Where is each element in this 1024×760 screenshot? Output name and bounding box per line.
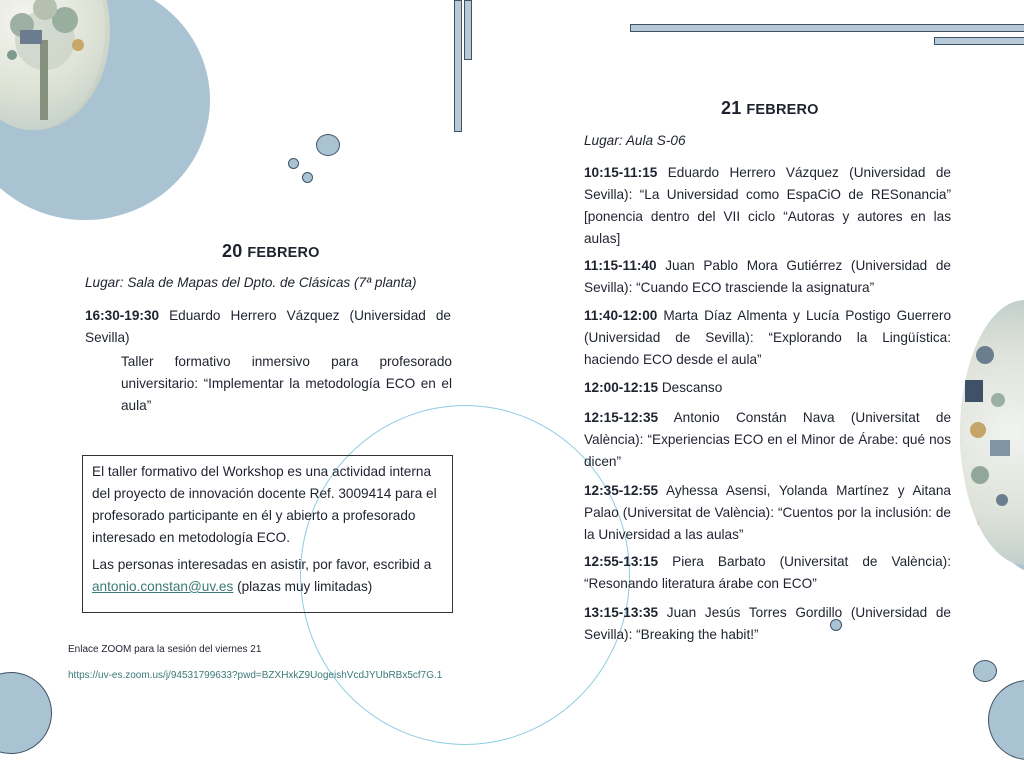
tree-illustration-circle xyxy=(0,0,105,130)
small-circle xyxy=(288,158,299,169)
session-left xyxy=(85,305,451,349)
session-speaker: Eduardo Herrero Vázquez (Universidad de Sevilla) xyxy=(85,308,451,345)
decorative-circle-bottom-left xyxy=(0,672,52,754)
day-title-21: 21 FEBRERO xyxy=(721,98,819,118)
program-entry: 11:40-12:00 Marta Díaz Almenta y Lucía Postigo Guerrero (Universidad de Sevilla): “Explorando la Lingüística: haciendo ECO desde el aula” xyxy=(584,308,951,367)
venue-left: Lugar: Sala de Mapas del Dpto. de Clásicas (7ª planta) xyxy=(85,275,417,290)
info-contact: Las personas interesadas en asistir, por favor, escribid a antonio.constan@uv.es (plazas muy limitadas) xyxy=(92,557,432,594)
small-circle xyxy=(973,660,997,682)
vertical-bar xyxy=(454,0,462,132)
program-entry: 13:15-13:35 Juan Jesús Torres Gordillo (Universidad de Sevilla): “Breaking the habit!” xyxy=(584,605,951,642)
program-entry: 11:15-11:40 Juan Pablo Mora Gutiérrez (Universidad de Sevilla): “Cuando ECO trasciende la asignatura” xyxy=(584,258,951,295)
horizontal-bar xyxy=(630,24,1024,32)
horizontal-bar xyxy=(934,37,1024,45)
program-entry: 12:00-12:15 Descanso xyxy=(584,380,723,395)
program-entry: 10:15-11:15 Eduardo Herrero Vázquez (Universidad de Sevilla): “La Universidad como EspaCiO de RESonancia” [ponencia dentro del VII ciclo “Autoras y autores en las aulas] xyxy=(584,165,951,246)
program-entry: 12:55-13:15 Piera Barbato (Universitat de València): “Resonando literatura árabe con ECO” xyxy=(584,554,951,591)
program-entry: 12:35-12:55 Ayhessa Asensi, Yolanda Martínez y Aitana Palao (Universitat de València): “Cuentos por la inclusión: de la Universidad a las aulas” xyxy=(584,483,951,542)
tech-illustration-circle xyxy=(960,300,1024,565)
email-link[interactable]: antonio.constan@uv.es xyxy=(92,579,234,594)
program-entry: 12:15-12:35 Antonio Constán Nava (Universitat de València): “Experiencias ECO en el Minor de Árabe: qué nos dicen” xyxy=(584,410,952,469)
vertical-bar xyxy=(464,0,472,60)
info-paragraph: El taller formativo del Workshop es una actividad interna del proyecto de innovación docente Ref. 3009414 para el profesorado participante en él y abierto a profesorado interesado en metodología ECO. xyxy=(92,464,437,545)
decorative-circle-bottom-right xyxy=(988,680,1024,760)
small-circle xyxy=(316,134,340,156)
gear-icon xyxy=(960,300,1024,565)
small-circle xyxy=(302,172,313,183)
session-description: Taller formativo inmersivo para profesorado universitario: “Implementar la metodología ECO en el aula” xyxy=(121,354,452,413)
info-box xyxy=(82,455,453,613)
zoom-link[interactable]: https://uv-es.zoom.us/j/94531799633?pwd=BZXHxkZ9UogeishVcdJYUbRBx5cf7G.1 xyxy=(68,670,443,681)
day-title-20: 20 FEBRERO xyxy=(222,241,320,261)
session-time: 16:30-19:30 xyxy=(85,308,160,323)
venue-right: Lugar: Aula S-06 xyxy=(584,133,686,148)
zoom-label: Enlace ZOOM para la sesión del viernes 21 xyxy=(68,644,262,655)
